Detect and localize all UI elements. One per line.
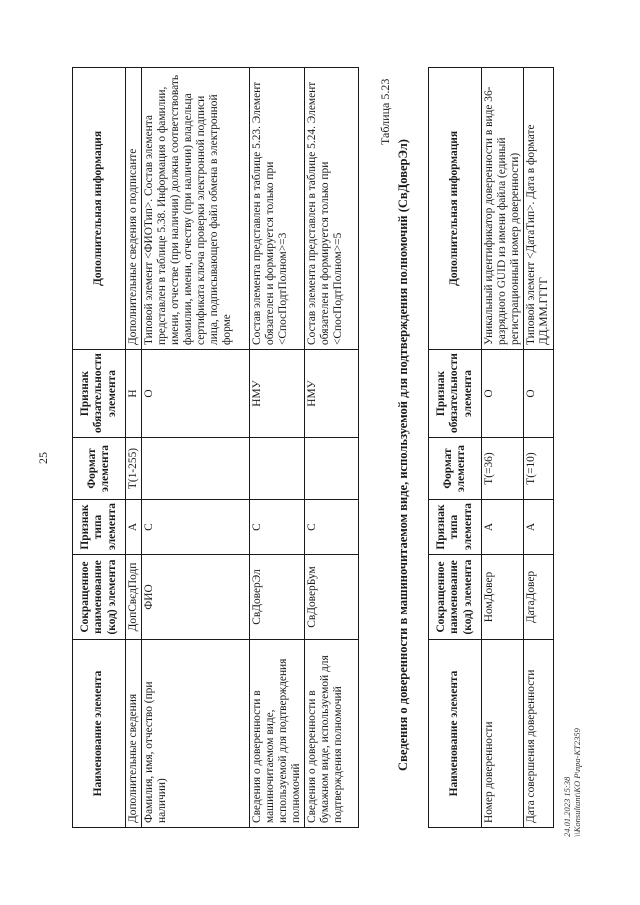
table-row xyxy=(305,68,359,828)
column-header: Признак типа элемента xyxy=(429,500,482,555)
cell-info: Типовой элемент <ФИОТип>. Состав элемента представлен в таблице 5.38. Информация о фамилии, имени, отчестве (при наличии) должна соответствовать фамилии, имени, отчеству (при наличии) владельца сертификата ключа проверки электронной подписи лица, подписывающего файл обмена в электронной форме xyxy=(142,68,250,350)
cell-required: О xyxy=(524,350,554,438)
stamp-date: 24.01.2023 15:38 xyxy=(562,776,572,837)
cell-required: НМУ xyxy=(250,350,305,438)
column-header: Дополнительная информация xyxy=(429,68,482,350)
cell-code: СвДоверЭл xyxy=(250,555,305,640)
cell-name: Дата совершения доверенности xyxy=(524,640,554,828)
cell-required: О xyxy=(142,350,250,438)
cell-name: Номер доверенности xyxy=(482,640,524,828)
column-header: Наименование элемента xyxy=(73,640,126,828)
column-header: Признак обязательности элемента xyxy=(73,350,126,438)
page-number: 25 xyxy=(36,452,50,464)
table-number-label: Таблица 5.23 xyxy=(378,78,392,145)
cell-type: А xyxy=(482,500,524,555)
stamp-path: \\Konsultant\KO P\npa-KT2359 xyxy=(572,728,582,837)
column-header: Сокращенное наименование (код) элемента xyxy=(73,555,126,640)
cell-type: А xyxy=(524,500,554,555)
table-row xyxy=(482,68,524,828)
table-caption: Сведения о доверенности в машиночитаемом виде, используемой для подтверждения полномочий (СвДоверЭл) xyxy=(396,139,410,771)
cell-info: Состав элемента представлен в таблице 5.23. Элемент обязателен и формируется только при <СпосПодтПолном>=3 xyxy=(250,68,305,350)
column-header: Формат элемента xyxy=(73,438,126,500)
cell-format xyxy=(142,438,250,500)
cell-format: Т(=10) xyxy=(524,438,554,500)
table-5-23 xyxy=(428,67,554,828)
column-header: Наименование элемента xyxy=(429,640,482,828)
cell-format xyxy=(250,438,305,500)
cell-info: Уникальный идентификатор доверенности в виде 36-разрядного GUID из имени файла (единый регистрационный номер доверенности) xyxy=(482,68,524,350)
cell-code: СвДоверБум xyxy=(305,555,359,640)
cell-code: ДопСвєдПодп xyxy=(126,555,142,640)
cell-type: А xyxy=(126,500,142,555)
cell-format: Т(1-255) xyxy=(126,438,142,500)
table-attributes-continued xyxy=(72,67,359,828)
table-row xyxy=(250,68,305,828)
cell-code: ДатаДовер xyxy=(524,555,554,640)
cell-code: ФИО xyxy=(142,555,250,640)
column-header: Сокращенное наименование (код) элемента xyxy=(429,555,482,640)
column-header: Дополнительная информация xyxy=(73,68,126,350)
column-header: Формат элемента xyxy=(429,438,482,500)
cell-type: С xyxy=(305,500,359,555)
cell-required: О xyxy=(482,350,524,438)
cell-info: Дополнительные сведения о подписанте xyxy=(126,68,142,350)
cell-required: НМУ xyxy=(305,350,359,438)
cell-code: НомДовер xyxy=(482,555,524,640)
table-row xyxy=(142,68,250,828)
cell-type: С xyxy=(250,500,305,555)
table-header-row xyxy=(429,68,482,828)
column-header: Признак типа элемента xyxy=(73,500,126,555)
table-header-row xyxy=(73,68,126,828)
cell-name: Сведения о доверенности в машиночитаемом виде, используемой для подтверждения полномочий xyxy=(250,640,305,828)
table-row xyxy=(126,68,142,828)
table-row xyxy=(524,68,554,828)
cell-info: Состав элемента представлен в таблице 5.24. Элемент обязателен и формируется только при <СпосПодтПолном>=5 xyxy=(305,68,359,350)
print-stamp xyxy=(562,728,582,837)
cell-name: Дополнительные сведения xyxy=(126,640,142,828)
cell-required: Н xyxy=(126,350,142,438)
cell-name: Фамилия, имя, отчество (при наличии) xyxy=(142,640,250,828)
cell-info: Типовой элемент <ДатаТип>. Дата в формате ДД.ММ.ГГГГ xyxy=(524,68,554,350)
cell-format xyxy=(305,438,359,500)
cell-type: С xyxy=(142,500,250,555)
column-header: Признак обязательности элемента xyxy=(429,350,482,438)
cell-format: Т(=36) xyxy=(482,438,524,500)
cell-name: Сведения о доверенности в бумажном виде, используемой для подтверждения полномочий xyxy=(305,640,359,828)
